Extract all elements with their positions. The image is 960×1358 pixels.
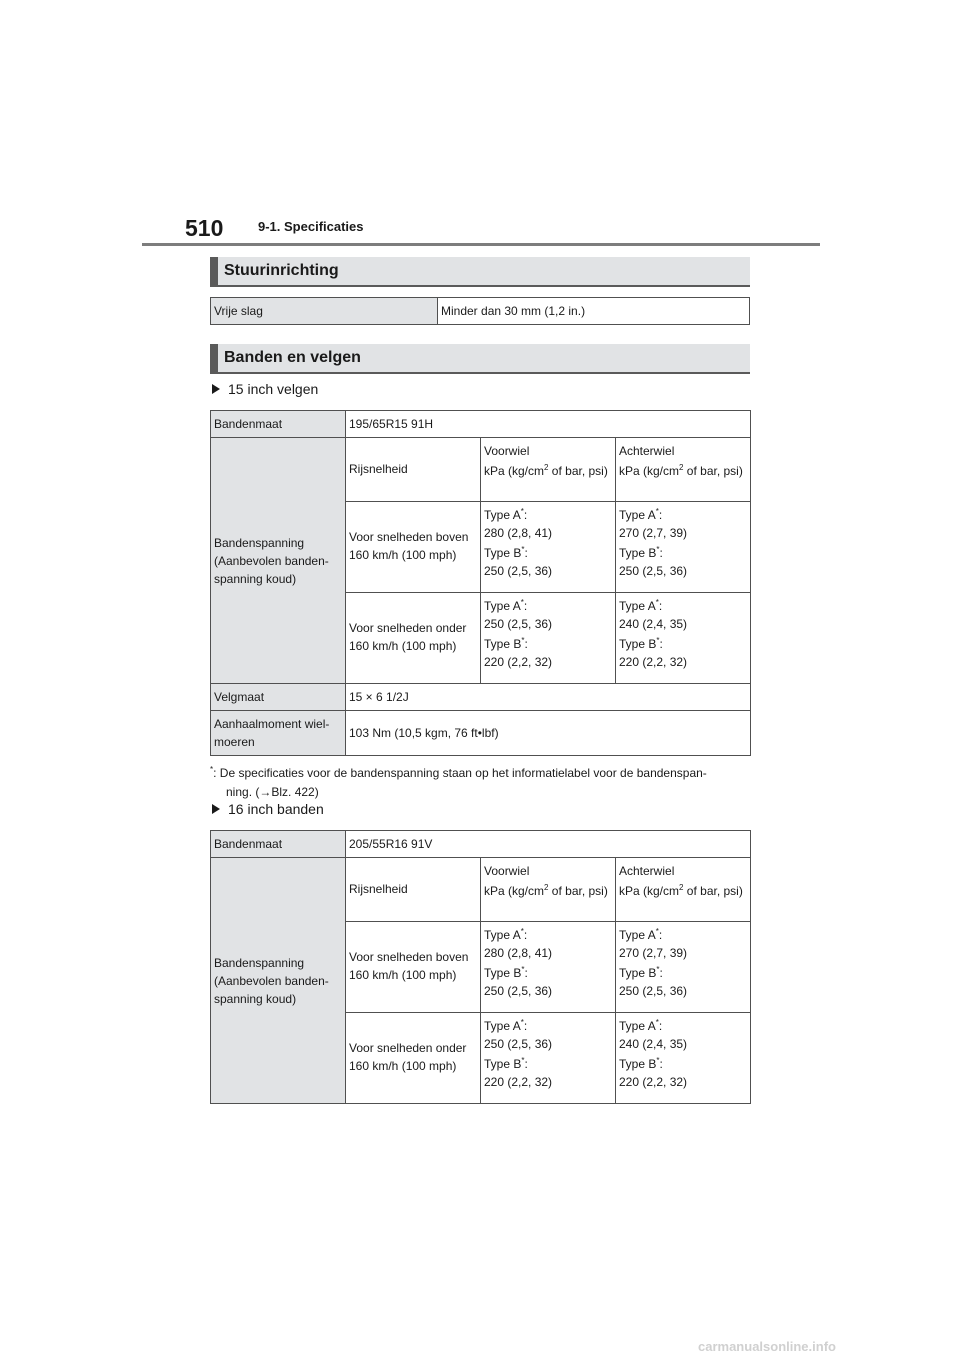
speed-label: Rijsnelheid [346, 858, 481, 922]
section-bar [210, 257, 218, 285]
rear-wheel-header: Achterwiel kPa ($kg/cm^2$ of bar, psi) [616, 438, 751, 502]
lug-nut-torque-value: 103 Nm (10,5 kgm, 76 ft•lbf) [346, 711, 751, 756]
below-rear-pressure: Type A*: 240 (2,4, 35) Type B*: 220 (2,2, 32) [616, 1013, 751, 1104]
subheading-text: 15 inch velgen [228, 381, 319, 397]
table-row [211, 858, 751, 922]
section-title: Banden en velgen [224, 349, 361, 366]
below-160-label: Voor snelheden onder 160 km/h (100 mph) [346, 593, 481, 684]
tire-size-value: 195/65R15 91H [346, 411, 751, 438]
footnote-text: : De specificaties voor de bandenspanning staan op het informatielabel voor de bandenspan- [213, 766, 707, 780]
above-front-pressure: Type A*: 280 (2,8, 41) Type B*: 250 (2,5, 36) [481, 502, 616, 593]
above-160-label: Voor snelheden boven 160 km/h (100 mph) [346, 502, 481, 593]
above-rear-pressure: Type A*: 270 (2,7, 39) Type B*: 250 (2,5, 36) [616, 502, 751, 593]
free-play-value: Minder dan 30 mm (1,2 in.) [438, 298, 750, 325]
above-160-label: Voor snelheden boven 160 km/h (100 mph) [346, 922, 481, 1013]
table-row [211, 298, 750, 325]
free-play-label: Vrije slag [211, 298, 438, 325]
tire-pressure-label: Bandenspanning (Aanbevolen banden-spanning koud) [211, 438, 346, 684]
steering-table [210, 297, 750, 325]
table-row [211, 711, 751, 756]
page-number: 510 [185, 215, 224, 241]
tire-pressure-label: Bandenspanning (Aanbevolen banden-spanning koud) [211, 858, 346, 1104]
front-wheel-header: Voorwiel kPa ($kg/cm^2$ of bar, psi) [481, 438, 616, 502]
section-heading-wheels [210, 344, 750, 374]
section-title: Stuurinrichting [224, 262, 339, 279]
above-rear-pressure: Type A*: 270 (2,7, 39) Type B*: 250 (2,5, 36) [616, 922, 751, 1013]
section-bar [210, 344, 218, 372]
rim-size-value: 15 × 6 1/2J [346, 684, 751, 711]
lug-nut-torque-label: Aanhaalmoment wiel-moeren [211, 711, 346, 756]
subheading-text: 16 inch banden [228, 801, 324, 817]
above-front-pressure: Type A*: 280 (2,8, 41) Type B*: 250 (2,5, 36) [481, 922, 616, 1013]
table-row [211, 684, 751, 711]
below-front-pressure: Type A*: 250 (2,5, 36) Type B*: 220 (2,2, 32) [481, 1013, 616, 1104]
table-row [211, 831, 751, 858]
tire-size-label: Bandenmaat [211, 831, 346, 858]
triangle-bullet-icon [212, 804, 220, 814]
watermark: carmanualsonline.info [698, 1339, 836, 1354]
running-head: 9-1. Specificaties [258, 219, 364, 234]
footnote [210, 760, 755, 802]
tire-size-label: Bandenmaat [211, 411, 346, 438]
rim-size-label: Velgmaat [211, 684, 346, 711]
table-row [211, 438, 751, 502]
header-rule [142, 243, 820, 246]
tire-size-value: 205/55R16 91V [346, 831, 751, 858]
table-row [211, 411, 751, 438]
below-front-pressure: Type A*: 250 (2,5, 36) Type B*: 220 (2,2, 32) [481, 593, 616, 684]
tires-16-table [210, 830, 751, 1104]
below-rear-pressure: Type A*: 240 (2,4, 35) Type B*: 220 (2,2, 32) [616, 593, 751, 684]
rear-wheel-header: Achterwiel kPa ($kg/cm^2$ of bar, psi) [616, 858, 751, 922]
subheading-16-inch [212, 801, 324, 817]
front-wheel-header: Voorwiel kPa ($kg/cm^2$ of bar, psi) [481, 858, 616, 922]
rims-15-table [210, 410, 751, 756]
subheading-15-inch [212, 381, 318, 397]
speed-label: Rijsnelheid [346, 438, 481, 502]
section-heading-steering [210, 257, 750, 287]
below-160-label: Voor snelheden onder 160 km/h (100 mph) [346, 1013, 481, 1104]
footnote-text-continued: ning. (→Blz. 422) [226, 785, 319, 799]
footnote-mark: * [210, 765, 214, 774]
triangle-bullet-icon [212, 384, 220, 394]
